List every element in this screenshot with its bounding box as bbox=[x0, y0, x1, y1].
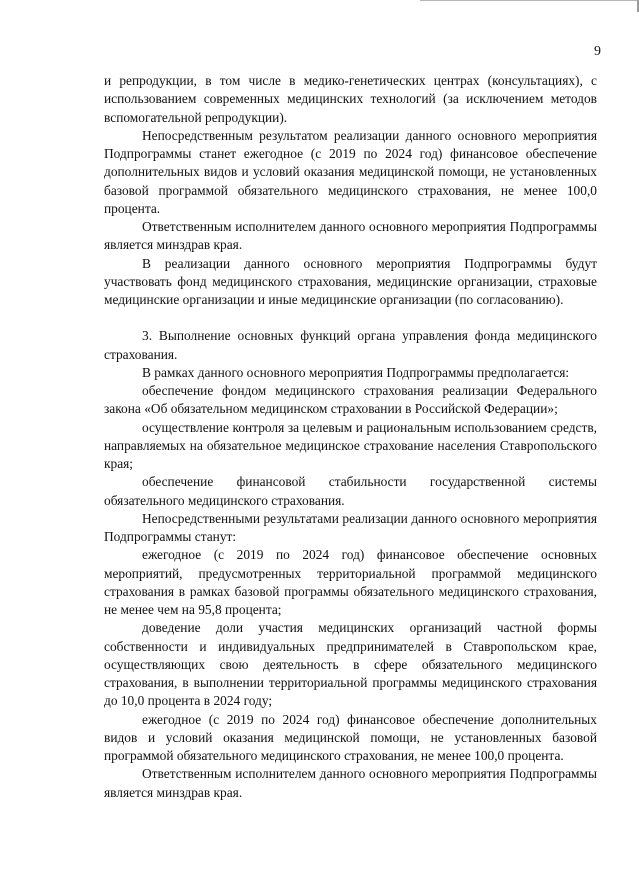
section-heading-3: 3. Выполнение основных функций органа управления фонда медицинского страхования. bbox=[104, 328, 597, 362]
paragraph-2: Непосредственным результатом реализации данного основного мероприятия Подпрограммы станет ежегодное (с 2019 по 2024 год) финансовое обеспечение дополнительных видов и условий оказания медицинской помощи, не установленных базовой программой обязательного медицинского страхования, не менее 100,0 процента. bbox=[104, 127, 597, 216]
result-item-2: доведение доли участия медицинских организаций частной формы собственности и индивидуальных предпринимателей в Ставропольском крае, осуществляющих свою деятельность в сфере обязательного медицинского страхования, в выполнении территориальной программы медицинского страхования до 10,0 процента в 2024 году; bbox=[104, 620, 597, 709]
list-item-3: обеспечение финансовой стабильности государственной системы обязательного медицинского страхования. bbox=[104, 474, 597, 508]
list-item-2: осуществление контроля за целевым и рациональным использованием средств, направляемых на обязательное медицинское страхование населения Ставропольского края; bbox=[104, 419, 597, 471]
document-body bbox=[104, 72, 597, 802]
paragraph-10: Непосредственными результатами реализации данного основного мероприятия Подпрограммы станут: bbox=[104, 510, 597, 544]
section-spacer bbox=[104, 309, 597, 327]
paragraph-4: В реализации данного основного мероприятия Подпрограммы будут участвовать фонд медицинского страхования, медицинские организации, страховые медицинские организации и иные медицинские организации (по согласованию). bbox=[104, 255, 597, 307]
list-item-1: обеспечение фондом медицинского страхования реализации Федерального закона «Об обязательном медицинском страховании в Российской Федерации»; bbox=[104, 383, 597, 417]
paragraph-3: Ответственным исполнителем данного основного мероприятия Подпрограммы является минздрав края. bbox=[104, 219, 597, 253]
result-item-1: ежегодное (с 2019 по 2024 год) финансовое обеспечение основных мероприятий, предусмотренных территориальной программой медицинского страхования в рамках базовой программы обязательного медицинского страхования, не менее чем на 95,8 процента; bbox=[104, 547, 597, 617]
result-item-3: ежегодное (с 2019 по 2024 год) финансовое обеспечение дополнительных видов и условий оказания медицинской помощи, не установленных базовой программой обязательного медицинского страхования, не менее 100,0 процента. bbox=[104, 711, 597, 763]
page-number: 9 bbox=[594, 44, 601, 59]
paragraph-14: Ответственным исполнителем данного основного мероприятия Подпрограммы является минздрав края. bbox=[104, 766, 597, 800]
paragraph-1: и репродукции, в том числе в медико-генетических центрах (консультациях), с использованием современных медицинских технологий (за исключением методов вспомогательной репродукции). bbox=[104, 73, 597, 125]
scan-edge-line bbox=[420, 0, 639, 1]
paragraph-6: В рамках данного основного мероприятия Подпрограммы предполагается: bbox=[142, 364, 570, 380]
